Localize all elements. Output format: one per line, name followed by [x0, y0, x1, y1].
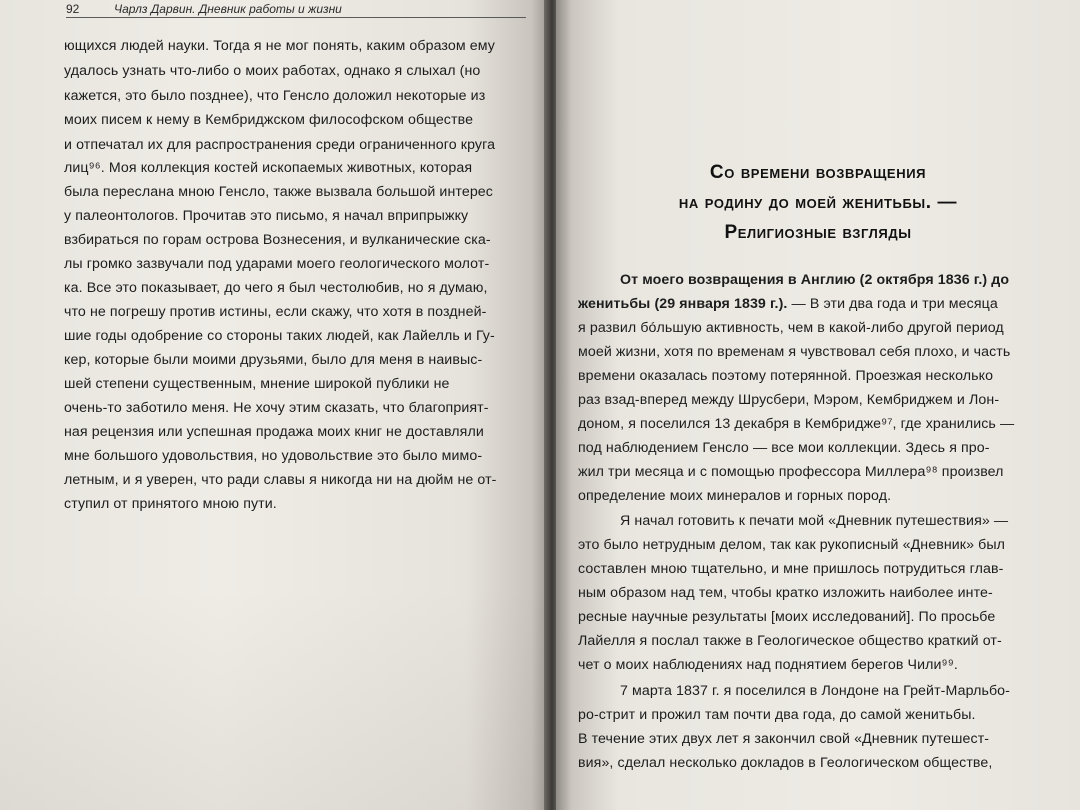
header-rule: [66, 17, 526, 18]
text-line: очень-то заботило меня. Не хочу этим сказать, что благоприят-: [64, 400, 489, 416]
right-page: [556, 0, 1080, 810]
text-line: я развил бóльшую активность, чем в какой-либо другой период: [578, 320, 1004, 336]
text-line: определение моих минералов и горных пород.: [578, 488, 892, 504]
text-line: летным, и я уверен, что ради славы я никогда ни на дюйм не от-: [64, 472, 497, 488]
text-line: у палеонтологов. Прочитав это письмо, я начал вприпрыжку: [64, 208, 469, 224]
text-line: моих писем к нему в Кембриджском философском обществе: [64, 112, 474, 128]
running-head: [66, 0, 526, 20]
text-line: [578, 296, 998, 312]
text-line: вия», сделал несколько докладов в Геологическом обществе,: [578, 755, 993, 771]
text-line: жил три месяца и с помощью профессора Миллера⁹⁸ произвел: [578, 464, 1004, 480]
text-line: раз взад-вперед между Шрусбери, Мэром, Кембриджем и Лон-: [578, 392, 1000, 408]
text-line: лы громко зазвучали под ударами моего геологического молот-: [64, 256, 490, 272]
text-run: — В эти два года и три месяца: [787, 296, 998, 312]
text-line: составлен мною тщательно, и мне пришлось потрудиться глав-: [578, 561, 1004, 577]
text-line: От моего возвращения в Англию (2 октября 1836 г.) до: [620, 272, 1010, 288]
text-line: и отпечатал их для распространения среди ограниченного круга: [64, 137, 496, 153]
text-line: взбираться по горам острова Вознесения, и вулканические ска-: [64, 232, 491, 248]
text-line: под наблюдением Генсло — все мои коллекции. Здесь я про-: [578, 440, 990, 456]
text-line: кажется, это было позднее), что Генсло доложил некоторые из: [64, 88, 486, 104]
text-line: ро-стрит и прожил там почти два года, до самой женитьбы.: [578, 707, 976, 723]
running-title: Чарлз Дарвин. Дневник работы и жизни: [114, 2, 342, 16]
text-line: ным образом над тем, чтобы кратко изложить наиболее инте-: [578, 585, 993, 601]
text-line: чет о моих наблюдениях над поднятием берегов Чили⁹⁹.: [578, 657, 958, 673]
text-line: ресные научные результаты [моих исследований]. По просьбе: [578, 609, 996, 625]
text-line: шие годы одобрение со стороны таких людей, как Лайелль и Гу-: [64, 328, 495, 344]
chapter-heading-line: Со времени возвращения: [709, 162, 927, 183]
chapter-heading-line: Религиозные взгляды: [724, 222, 912, 243]
text-line: это было нетрудным делом, так как рукописный «Дневник» был: [578, 537, 1006, 553]
text-line: ющихся людей науки. Тогда я не мог понять, каким образом ему: [64, 38, 495, 54]
text-line: ная рецензия или успешная продажа моих книг не доставляли: [64, 424, 484, 440]
text-line: времени оказалась поэтому потерянной. Проезжая несколько: [578, 368, 994, 384]
text-line: доном, я поселился 13 декабря в Кембридже⁹⁷, где хранились —: [578, 416, 1015, 432]
page-number: 92: [66, 2, 80, 16]
text-line: Я начал готовить к печати мой «Дневник путешествия» —: [620, 513, 1009, 529]
text-line: шей степени существенным, мнение широкой публики не: [64, 376, 450, 392]
chapter-heading-line: на родину до моей женитьбы. —: [678, 192, 958, 213]
text-line: была переслана мною Генсло, также вызвала большой интерес: [64, 184, 493, 200]
bold-run: женитьбы (29 января 1839 г.).: [578, 296, 788, 312]
text-line: Лайелля я послал также в Геологическое общество краткий от-: [578, 633, 1002, 649]
text-line: удалось узнать что-либо о моих работах, однако я слыхал (но: [64, 63, 481, 79]
text-line: моей жизни, хотя по временам я чувствовал себя плохо, и часть: [578, 344, 1011, 360]
text-line: мне большого удовольствия, но удовольствие это было мимо-: [64, 448, 483, 464]
page-shadow: [0, 590, 548, 810]
text-line: ка. Все это показывает, до чего я был честолюбив, но я думаю,: [64, 280, 488, 296]
text-line: ступил от принятого мною пути.: [64, 496, 277, 512]
text-line: 7 марта 1837 г. я поселился в Лондоне на Грейт-Марльбо-: [620, 683, 1010, 699]
text-line: что не погрешу против истины, если скажу, что хотя в поздней-: [64, 304, 487, 320]
text-line: лиц⁹⁶. Моя коллекция костей ископаемых животных, которая: [64, 160, 473, 176]
text-line: В течение этих двух лет я закончил свой «Дневник путешест-: [578, 731, 990, 747]
text-line: кер, которые были моими друзьями, было для меня в наивыс-: [64, 352, 483, 368]
